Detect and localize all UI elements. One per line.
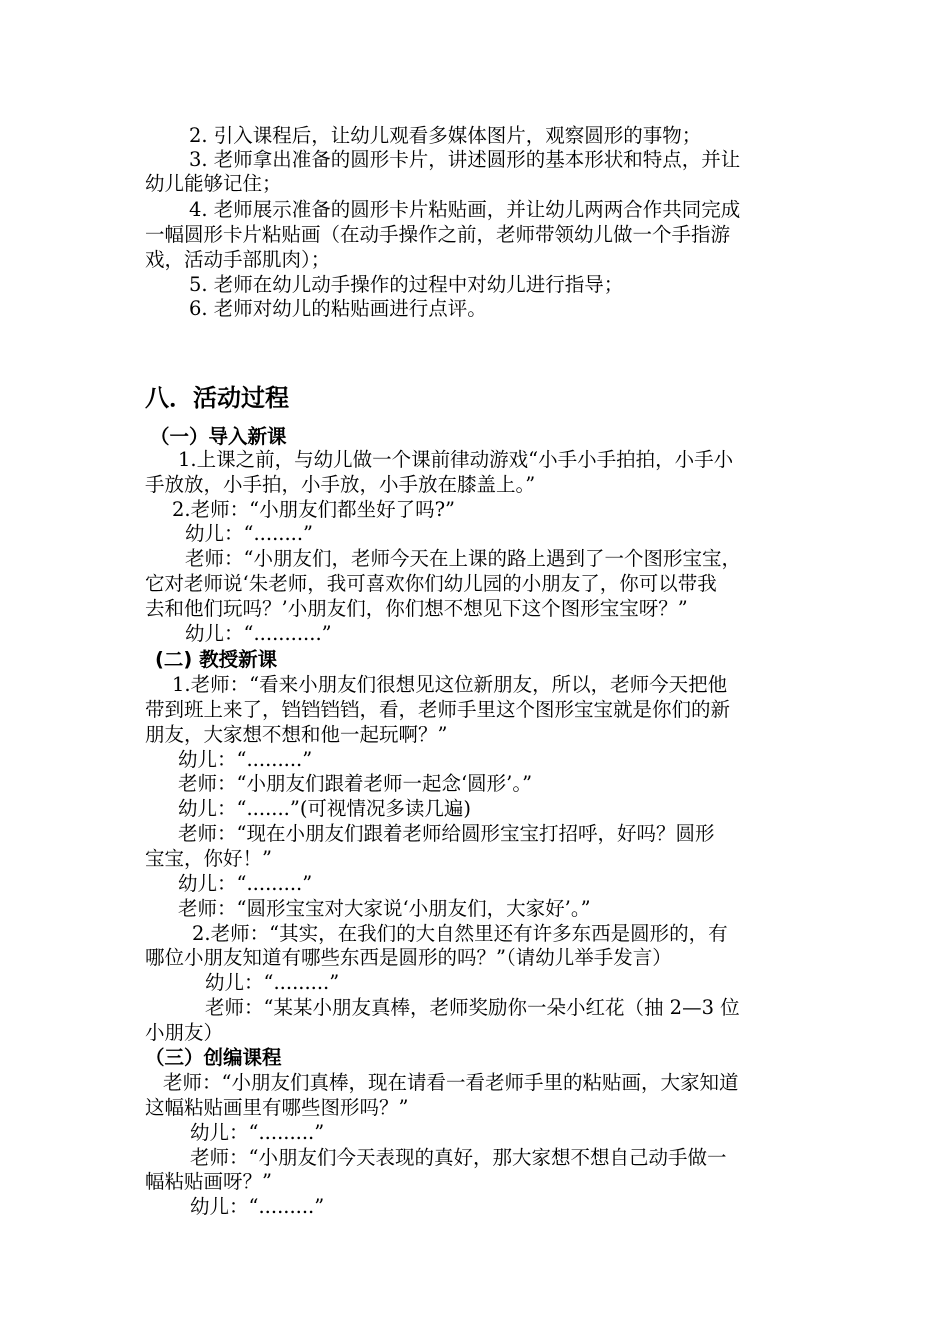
paragraph-line: 老师：“现在小朋友们跟着老师给圆形宝宝打招呼，好吗？圆形 [178, 822, 715, 845]
paragraph-line: 幅粘贴画呀？” [145, 1170, 272, 1193]
paragraph-line: 2.老师：“其实，在我们的大自然里还有许多东西是圆形的，有 [192, 922, 728, 945]
paragraph-line: 哪位小朋友知道有哪些东西是圆形的吗？”（请幼儿举手发言） [145, 946, 672, 969]
paragraph-line: 朋友，大家想不想和他一起玩啊？” [145, 723, 448, 746]
list-item: 戏，活动手部肌肉）； [145, 248, 331, 271]
paragraph-line: 去和他们玩吗？’小朋友们，你们想不想见下这个图形宝宝呀？” [145, 597, 688, 620]
paragraph-line: 这幅粘贴画里有哪些图形吗？” [145, 1096, 409, 1119]
paragraph-line: 1.老师：“看来小朋友们很想见这位新朋友，所以，老师今天把他 [172, 673, 728, 696]
paragraph-line: 带到班上来了，铛铛铛铛，看，老师手里这个图形宝宝就是你们的新 [145, 698, 731, 721]
list-item: 6. 老师对幼儿的粘贴画进行点评。 [189, 297, 487, 320]
paragraph-line: 幼儿：“.........” [178, 872, 313, 895]
list-item: 4. 老师展示准备的圆形卡片粘贴画，并让幼儿两两合作共同完成 [189, 198, 741, 221]
list-item: 一幅圆形卡片粘贴画（在动手操作之前，老师带领幼儿做一个手指游 [145, 223, 731, 246]
paragraph-line: 幼儿：“.........” [205, 971, 340, 994]
paragraph-line: 幼儿：“.........” [190, 1195, 325, 1218]
part1-title: （一）导入新课 [150, 425, 287, 448]
paragraph-line: 它对老师说‘朱老师，我可喜欢你们幼儿园的小朋友了，你可以带我 [145, 572, 717, 595]
paragraph-line: 手放放，小手拍，小手放，小手放在膝盖上。” [145, 473, 536, 496]
list-item: 幼儿能够记住； [145, 172, 282, 195]
section-title: 八．活动过程 [145, 384, 289, 412]
list-item: 3. 老师拿出准备的圆形卡片，讲述圆形的基本形状和特点，并让 [189, 148, 741, 171]
part3-title: （三）创编课程 [145, 1046, 282, 1069]
paragraph-line: 1.上课之前，与幼儿做一个课前律动游戏“小手小手拍拍，小手小 [178, 448, 734, 471]
paragraph-line: 幼儿：“.......”(可视情况多读几遍) [178, 797, 472, 820]
paragraph-line: 幼儿：“.........” [190, 1121, 325, 1144]
paragraph-line: 2.老师：“小朋友们都坐好了吗?” [172, 498, 455, 521]
paragraph-line: 老师：“圆形宝宝对大家说‘小朋友们，大家好’。” [178, 897, 591, 920]
list-item: 2. 引入课程后，让幼儿观看多媒体图片，观察圆形的事物； [189, 124, 702, 147]
paragraph-line: 老师：“小朋友们今天表现的真好，那大家想不想自己动手做一 [190, 1146, 727, 1169]
paragraph-line: 小朋友） [145, 1021, 224, 1044]
part2-title: (二) 教授新课 [155, 648, 278, 671]
paragraph-line: 幼儿：“...........” [185, 622, 332, 645]
paragraph-line: 幼儿：“.........” [178, 748, 313, 771]
paragraph-line: 老师：“某某小朋友真棒，老师奖励你一朵小红花（抽 2—3 位 [205, 996, 740, 1019]
paragraph-line: 宝宝，你好！” [145, 847, 272, 870]
paragraph-line: 幼儿：“........” [185, 522, 314, 545]
paragraph-line: 老师：“小朋友们真棒，现在请看一看老师手里的粘贴画，大家知道 [163, 1071, 739, 1094]
paragraph-line: 老师：“小朋友们跟着老师一起念‘圆形’。” [178, 772, 533, 795]
paragraph-line: 老师：“小朋友们，老师今天在上课的路上遇到了一个图形宝宝， [185, 547, 741, 570]
list-item: 5. 老师在幼儿动手操作的过程中对幼儿进行指导； [189, 273, 624, 296]
